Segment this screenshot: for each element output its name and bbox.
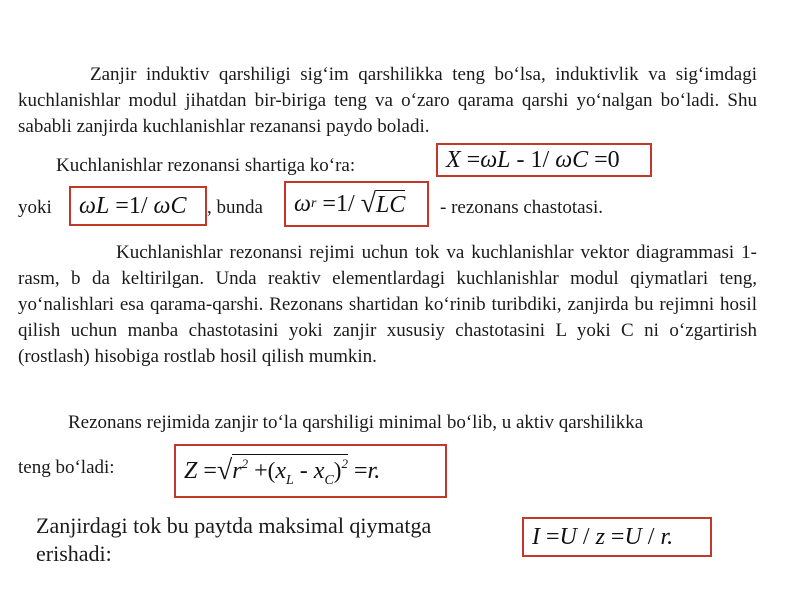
formula-resonance-frequency: ω r =1/ √ LC bbox=[284, 181, 429, 227]
formula-current: I = U / z = U / r. bbox=[522, 517, 712, 557]
formula-omega-l-equals-text bbox=[79, 206, 80, 207]
paragraph-resonance-intro: Zanjir induktiv qarshiligi sig‘im qarshilikka teng bo‘lsa, induktivlik va sig‘imdagi kuchlanishlar modul jihatdan bir-biriga teng va o‘zaro qarama qarshi yo‘nalgan bo‘ladi. Shu sababli zanjirda kuchlanishlar rezanansi paydo boladi. bbox=[18, 64, 757, 137]
current-max-line2: erishadi: bbox=[36, 541, 112, 566]
formula-impedance: Z = √ $r^2 +(x_L - x_C)^2$ = r. bbox=[174, 444, 447, 498]
paragraph-impedance: Rezonans rejimida zanjir to‘la qarshiligi minimal bo‘lib, u aktiv qarshilikka bbox=[68, 412, 644, 433]
formula-resonance-condition: X = ωL - 1/ ωC =0 bbox=[436, 143, 652, 177]
current-max-line1: Zanjirdagi tok bu paytda maksimal qiymatga bbox=[36, 513, 432, 538]
formula-current-text bbox=[532, 537, 533, 538]
formula-resonance-condition-text bbox=[446, 160, 447, 161]
paragraph-vector-diagram: Kuchlanishlar rezonansi rejimi uchun tok va kuchlanishlar vektor diagrammasi 1- rasm, b da keltirilgan. Unda reaktiv elementlardagi kuchlanishlar modul qiymatlari teng, yo‘nalishlari esa qarama-qarshi. Rezonans shartidan ko‘rinib turibdiki, zanjirda bu rejimni hosil qilish uchun manba chastotasini yoki zanjir xususiy chastotasini L yoki C ni o‘zgartirish (rostlash) hisobiga rostlab hosil qilish mumkin. bbox=[18, 242, 757, 367]
formula-impedance-text bbox=[184, 471, 185, 472]
formula-omega-l-equals: ωL =1/ ωC bbox=[69, 186, 207, 226]
condition-label: Kuchlanishlar rezonansi shartiga ko‘ra: bbox=[56, 155, 356, 176]
formula-resonance-frequency-text bbox=[294, 204, 295, 205]
word-bunda: , bunda bbox=[207, 197, 263, 218]
teng-boladi-label: teng bo‘ladi: bbox=[18, 457, 115, 478]
word-yoki: yoki bbox=[18, 197, 52, 218]
rezonans-chastotasi-label: - rezonans chastotasi. bbox=[440, 197, 604, 218]
